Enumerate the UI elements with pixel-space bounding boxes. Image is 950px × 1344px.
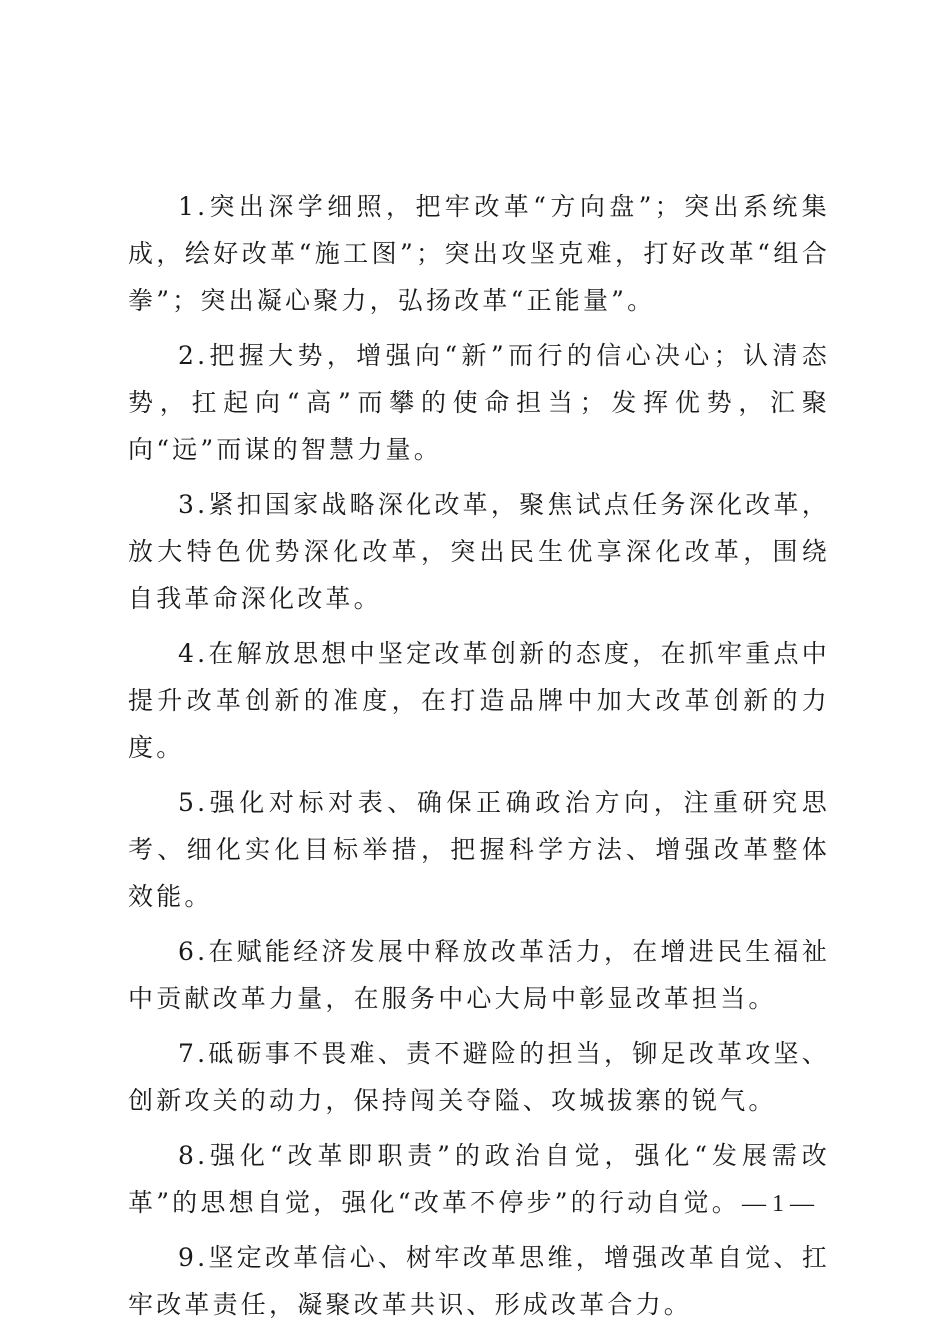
list-item-9: 9.坚定改革信心、树牢改革思维，增强改革自觉、扛牢改革责任，凝聚改革共识、形成改革合力。 xyxy=(128,1243,830,1319)
list-item-6: 6.在赋能经济发展中释放改革活力，在增进民生福祉中贡献改革力量，在服务中心大局中彰显改革担当。 xyxy=(128,937,830,1013)
list-item-7: 7.砥砺事不畏难、责不避险的担当，铆足改革攻坚、创新攻关的动力，保持闯关夺隘、攻城拔寨的锐气。 xyxy=(128,1039,830,1115)
list-item-3: 3.紧扣国家战略深化改革，聚焦试点任务深化改革，放大特色优势深化改革，突出民生优享深化改革，围绕自我革命深化改革。 xyxy=(128,490,830,613)
list-item-2: 2.把握大势，增强向“新”而行的信心决心；认清态势，扛起向“高”而攀的使命担当；发挥优势，汇聚向“远”而谋的智慧力量。 xyxy=(128,341,830,464)
document-body xyxy=(128,183,830,1336)
list-item-8: 8.强化“改革即职责”的政治自觉，强化“发展需改革”的思想自觉，强化“改革不停步”的行动自觉。 xyxy=(128,1141,830,1217)
list-item-5: 5.强化对标对表、确保正确政治方向，注重研究思考、细化实化目标举措，把握科学方法、增强改革整体效能。 xyxy=(128,788,830,911)
list-item-4: 4.在解放思想中坚定改革创新的态度，在抓牢重点中提升改革创新的准度，在打造品牌中加大改革创新的力度。 xyxy=(128,639,830,762)
page-number: — 1 — xyxy=(742,1191,814,1217)
list-item-1: 1.突出深学细照，把牢改革“方向盘”；突出系统集成，绘好改革“施工图”；突出攻坚克难，打好改革“组合拳”；突出凝心聚力，弘扬改革“正能量”。 xyxy=(128,192,830,315)
